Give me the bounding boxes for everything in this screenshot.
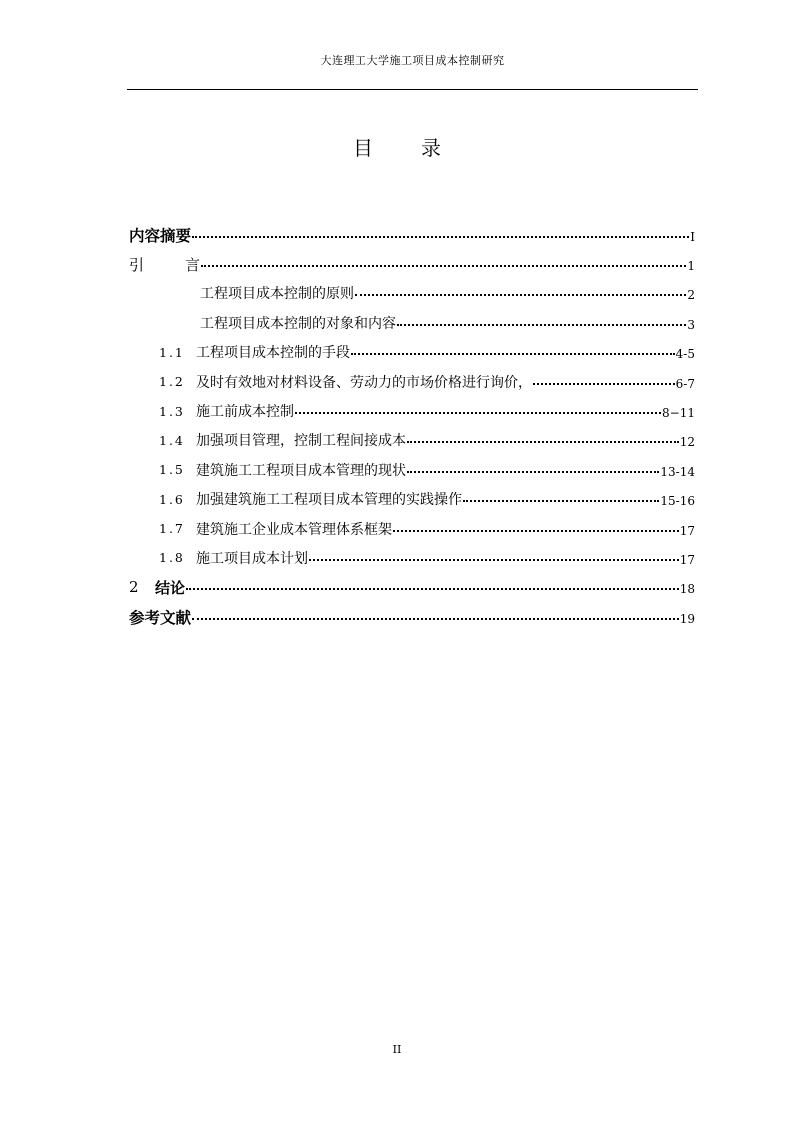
dot-leader bbox=[309, 559, 679, 561]
toc-entry-number: 1.7 bbox=[159, 521, 185, 537]
toc-entry-page: 8−11 bbox=[662, 406, 695, 421]
dot-leader bbox=[463, 500, 659, 502]
toc-entry-1-5[interactable] bbox=[129, 455, 695, 484]
toc-heading bbox=[0, 132, 794, 161]
toc-entry-references[interactable] bbox=[129, 602, 695, 631]
toc-entry-page: 13-14 bbox=[660, 464, 695, 479]
table-of-contents bbox=[129, 220, 695, 631]
toc-entry-page: 1 bbox=[687, 259, 695, 274]
toc-entry-objects-content[interactable] bbox=[129, 308, 695, 337]
toc-entry-number: 1.5 bbox=[159, 462, 185, 478]
toc-heading-left: 目 bbox=[353, 136, 373, 160]
intro-char-right: 言 bbox=[185, 255, 201, 274]
dot-leader bbox=[192, 618, 679, 620]
toc-heading-right: 录 bbox=[421, 136, 441, 160]
toc-entry-label: 内容摘要 bbox=[129, 226, 192, 245]
toc-entry-page: 15-16 bbox=[660, 494, 695, 509]
toc-entry-page: 2 bbox=[687, 288, 695, 303]
toc-entry-label: 工程项目成本控制的手段 bbox=[196, 345, 350, 362]
toc-entry-page: 19 bbox=[679, 611, 695, 626]
dot-leader bbox=[407, 441, 679, 443]
toc-entry-page: 18 bbox=[679, 582, 695, 597]
dot-leader bbox=[407, 471, 659, 473]
toc-entry-page: 17 bbox=[679, 552, 695, 567]
toc-entry-label: 加强项目管理，控制工程间接成本 bbox=[196, 433, 406, 450]
dot-leader bbox=[355, 294, 686, 296]
toc-entry-number: 1.1 bbox=[159, 344, 185, 360]
dot-leader bbox=[201, 265, 686, 267]
toc-entry-page: 4-5 bbox=[675, 347, 695, 362]
toc-entry-principles[interactable] bbox=[129, 279, 695, 308]
toc-entry-number: 2 bbox=[129, 578, 139, 597]
toc-entry-1-6[interactable] bbox=[129, 485, 695, 514]
toc-entry-page: 6-7 bbox=[675, 376, 695, 391]
toc-entry-page: I bbox=[690, 229, 695, 244]
toc-entry-introduction[interactable] bbox=[129, 249, 695, 278]
toc-entry-label: 参考文献 bbox=[129, 608, 192, 627]
dot-leader bbox=[186, 588, 679, 590]
toc-entry-1-7[interactable] bbox=[129, 514, 695, 543]
toc-entry-1-1[interactable] bbox=[129, 338, 695, 367]
dot-leader bbox=[295, 412, 661, 414]
toc-entry-page: 3 bbox=[687, 317, 695, 332]
toc-entry-number: 1.3 bbox=[159, 403, 185, 419]
toc-entry-number: 1.8 bbox=[159, 550, 185, 566]
toc-entry-abstract[interactable] bbox=[129, 220, 695, 249]
toc-entry-label: 建筑施工企业成本管理体系框架 bbox=[196, 521, 392, 538]
intro-char-left: 引 bbox=[129, 255, 145, 274]
page-number: II bbox=[392, 1043, 402, 1056]
toc-entry-1-3[interactable] bbox=[129, 396, 695, 425]
toc-entry-1-2[interactable] bbox=[129, 367, 695, 396]
dot-leader bbox=[533, 383, 675, 385]
toc-entry-number: 1.4 bbox=[159, 432, 185, 448]
toc-entry-label bbox=[129, 254, 200, 275]
header-rule bbox=[127, 89, 698, 90]
toc-entry-label: 施工项目成本计划 bbox=[196, 550, 308, 567]
toc-entry-1-4[interactable] bbox=[129, 426, 695, 455]
toc-entry-label: 工程项目成本控制的对象和内容 bbox=[200, 315, 396, 332]
dot-leader bbox=[351, 353, 675, 355]
running-header: 大连理工大学施工项目成本控制研究 bbox=[320, 54, 505, 67]
toc-entry-label: 加强建筑施工工程项目成本管理的实践操作 bbox=[196, 492, 462, 509]
dot-leader bbox=[192, 236, 689, 238]
toc-entry-label: 工程项目成本控制的原则 bbox=[200, 286, 354, 303]
toc-entry-1-8[interactable] bbox=[129, 543, 695, 572]
toc-entry-label: 结论 bbox=[155, 578, 186, 597]
toc-entry-number: 1.6 bbox=[159, 491, 185, 507]
toc-entry-page: 17 bbox=[679, 523, 695, 538]
dot-leader bbox=[393, 530, 679, 532]
toc-entry-page: 12 bbox=[679, 435, 695, 450]
toc-entry-conclusion[interactable] bbox=[129, 573, 695, 602]
toc-entry-label: 及时有效地对材料设备、劳动力的市场价格进行询价， bbox=[196, 374, 532, 391]
dot-leader bbox=[397, 324, 686, 326]
toc-entry-label: 施工前成本控制 bbox=[196, 404, 294, 421]
toc-entry-label: 建筑施工工程项目成本管理的现状 bbox=[196, 462, 406, 479]
toc-entry-number: 1.2 bbox=[159, 374, 185, 390]
